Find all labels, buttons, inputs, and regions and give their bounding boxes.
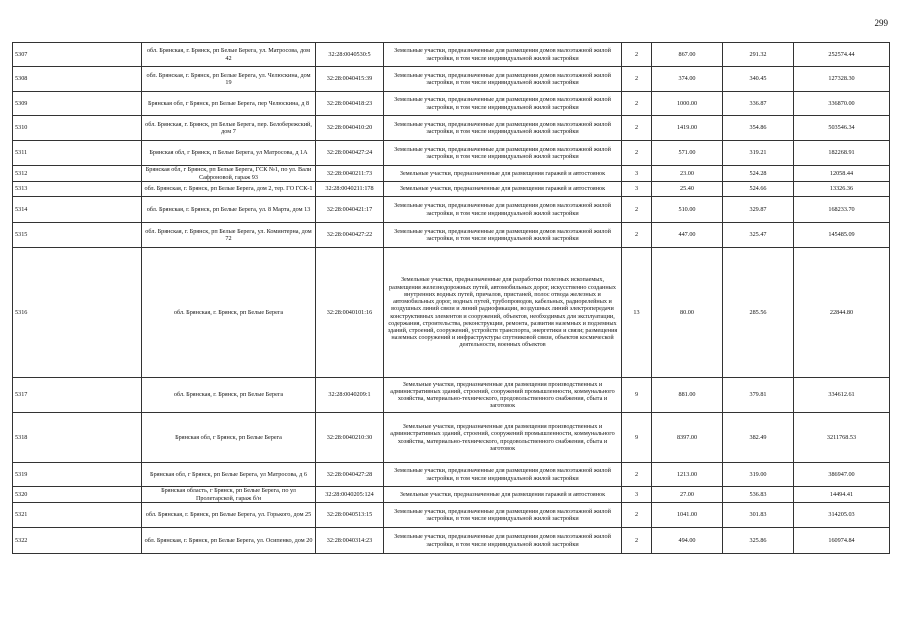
row-number-text: 5310 [15,124,28,132]
row-number-text: 5312 [15,169,28,177]
category-cell [622,528,652,554]
land-use-cell [384,223,622,248]
address-cell-text: обл. Брянская, г. Брянск, рп Белые Берега [173,391,284,399]
cadastral-value-cell [794,67,890,92]
area-cell [652,503,723,528]
row-number [13,197,142,223]
row-number-text: 5308 [15,75,28,83]
table-row [13,413,890,463]
cadastral-number-cell [316,528,384,554]
cadastral-number-cell [316,413,384,463]
area-cell-text: 80.00 [680,308,694,316]
area-cell [652,43,723,67]
land-use-cell-text: Земельные участки, предназначенные для размещения домов малоэтажной жилой застройки, в том числе индивидуальной жилой застройки [394,467,611,482]
row-number-text: 5321 [15,511,28,519]
area-cell-text: 494.00 [678,536,696,544]
cadastral-value-cell [794,166,890,182]
table-row [13,463,890,487]
area-cell [652,67,723,92]
cadastral-number-cell-text: 32:28:0040210:30 [326,433,373,441]
cadastral-value-cell-text: 12058.44 [829,169,854,177]
cadastral-value-cell [794,503,890,528]
specific-value-cell-text: 536.83 [749,490,767,498]
land-use-cell-text: Земельные участки, предназначенные для размещения производственных и административных зданий, строений, сооружений промышленности, коммунального хозяйства, материально-технического, продовольственного снабжения, сбыта и заготовок [390,380,615,410]
row-number [13,92,142,116]
cadastral-number-cell-text: 32:28:0040421:17 [326,205,373,213]
cadastral-value-cell-text: 386947.00 [828,470,855,478]
category-cell [622,182,652,197]
area-cell-text: 8397.00 [676,433,698,441]
specific-value-cell [723,166,794,182]
table-row [13,223,890,248]
specific-value-cell [723,197,794,223]
land-use-cell-text: Земельные участки, предназначенные для размещения домов малоэтажной жилой застройки, в том числе индивидуальной жилой застройки [394,96,611,111]
cadastral-number-cell-text: 32:28:0040410:20 [326,124,373,132]
cadastral-number-cell [316,43,384,67]
land-use-cell [384,116,622,141]
row-number [13,43,142,67]
cadastral-value-cell [794,223,890,248]
row-number-text: 5318 [15,433,28,441]
category-cell-text: 2 [634,50,639,58]
cadastral-value-cell-text: 503546.34 [828,124,855,132]
address-cell-text: обл. Брянская, г. Брянск, рп Белые Берега, дом 2, тер. ГО ГСК-1 [144,185,313,193]
land-use-cell [384,92,622,116]
area-cell-text: 447.00 [678,231,696,239]
area-cell [652,141,723,166]
cadastral-number-cell [316,197,384,223]
category-cell-text: 2 [634,470,639,478]
cadastral-value-cell-text: 13326.36 [829,185,854,193]
land-use-cell [384,182,622,197]
cadastral-number-cell-text: 32:28:0040418:23 [326,99,373,107]
specific-value-cell [723,182,794,197]
table-row [13,197,890,223]
category-cell-text: 3 [634,185,639,193]
specific-value-cell [723,43,794,67]
land-use-cell [384,378,622,413]
table-row [13,248,890,378]
area-cell [652,223,723,248]
cadastral-value-cell-text: 314205.03 [828,511,855,519]
cadastral-number-cell [316,378,384,413]
category-cell-text: 2 [634,205,639,213]
cadastral-number-cell [316,92,384,116]
address-cell-text: Брянская обл, г Брянск, п Белые Берега, ул Матросова, д 1А [149,149,308,157]
category-cell [622,92,652,116]
row-number [13,503,142,528]
land-use-cell-text: Земельные участки, предназначенные для размещения домов малоэтажной жилой застройки, в том числе индивидуальной жилой застройки [394,71,611,86]
address-cell [142,92,316,116]
area-cell-text: 510.00 [678,205,696,213]
area-cell [652,463,723,487]
specific-value-cell [723,116,794,141]
specific-value-cell-text: 319.21 [749,149,767,157]
cadastral-number-cell [316,166,384,182]
specific-value-cell [723,248,794,378]
category-cell [622,197,652,223]
row-number-text: 5307 [15,50,28,58]
category-cell [622,378,652,413]
cadastral-value-cell-text: 252574.44 [828,50,855,58]
address-cell-text: обл. Брянская, г. Брянск, рп Белые Берега, ул. Горького, дом 25 [145,511,312,519]
cadastral-value-cell [794,413,890,463]
table-row [13,378,890,413]
cadastral-number-cell [316,67,384,92]
area-cell-text: 1041.00 [676,511,698,519]
area-cell-text: 27.00 [680,490,694,498]
specific-value-cell [723,92,794,116]
cadastral-number-cell-text: 32:28:0040513:15 [326,511,373,519]
row-number [13,378,142,413]
address-cell-text: обл. Брянская, г. Брянск, рп Белые Берега [173,308,284,316]
row-number-text: 5316 [15,308,28,316]
category-cell-text: 2 [634,511,639,519]
row-number-text: 5317 [15,391,28,399]
cadastral-value-cell-text: 3211768.53 [826,433,857,441]
land-use-cell-text: Земельные участки, предназначенные для размещения гаражей и автостоянок [399,490,606,498]
address-cell [142,248,316,378]
address-cell-text: обл. Брянская, г. Брянск, рп Белые Берега, ул. Коминтерна, дом 72 [145,227,312,242]
address-cell [142,182,316,197]
cadastral-number-cell [316,248,384,378]
category-cell-text: 13 [633,308,640,316]
area-cell [652,116,723,141]
category-cell [622,67,652,92]
land-use-cell [384,503,622,528]
area-cell-text: 23.00 [680,169,694,177]
area-cell-text: 25.40 [680,185,694,193]
page-number: 299 [874,18,888,28]
area-cell-text: 867.00 [678,50,696,58]
specific-value-cell-text: 325.86 [749,536,767,544]
category-cell [622,141,652,166]
land-use-cell [384,67,622,92]
cadastral-number-cell [316,223,384,248]
specific-value-cell [723,413,794,463]
row-number [13,248,142,378]
land-use-cell [384,197,622,223]
land-use-cell [384,248,622,378]
category-cell [622,413,652,463]
address-cell [142,528,316,554]
address-cell [142,43,316,67]
address-cell-text: Брянская обл, г Брянск, рп Белые Берега, ГСК №1, по ул. Вали Сафроновой, гараж 93 [145,166,312,181]
land-use-cell-text: Земельные участки, предназначенные для размещения домов малоэтажной жилой застройки, в том числе индивидуальной жилой застройки [394,47,611,62]
cadastral-value-cell [794,116,890,141]
category-cell [622,116,652,141]
address-cell-text: обл. Брянская, г. Брянск, рп Белые Берега, пер. Белобережский, дом 7 [145,120,312,135]
area-cell [652,528,723,554]
cadastral-value-cell [794,141,890,166]
address-cell-text: Брянская обл, г Брянск, рп Белые Берега [175,433,282,441]
cadastral-number-cell-text: 32:28:0040211:73 [326,169,373,177]
cadastral-number-cell-text: 32:28:0040205:124 [325,490,374,498]
cadastral-number-cell-text: 32:28:0040209:1 [328,391,371,399]
specific-value-cell-text: 325.47 [749,231,767,239]
cadastral-value-table [12,42,890,554]
specific-value-cell [723,528,794,554]
cadastral-value-cell [794,182,890,197]
cadastral-number-cell-text: 32:28:0040427:24 [326,149,373,157]
row-number [13,413,142,463]
cadastral-value-cell [794,92,890,116]
area-cell [652,487,723,503]
category-cell-text: 9 [634,391,639,399]
land-use-cell [384,487,622,503]
cadastral-value-cell [794,378,890,413]
row-number-text: 5322 [15,536,28,544]
category-cell [622,503,652,528]
area-cell-text: 881.00 [678,391,696,399]
row-number [13,67,142,92]
area-cell-text: 374.00 [678,75,696,83]
specific-value-cell-text: 329.87 [749,205,767,213]
cadastral-number-cell [316,182,384,197]
row-number [13,166,142,182]
cadastral-value-cell-text: 145485.09 [828,231,855,239]
row-number [13,223,142,248]
land-use-cell [384,528,622,554]
land-use-cell-text: Земельные участки, предназначенные для размещения домов малоэтажной жилой застройки, в том числе индивидуальной жилой застройки [394,507,611,522]
specific-value-cell [723,503,794,528]
land-use-cell [384,43,622,67]
land-use-cell [384,166,622,182]
address-cell-text: обл. Брянская, г. Брянск, рп Белые Берега, ул. Челюскина, дом 19 [146,71,311,86]
table-row [13,487,890,503]
cadastral-number-cell-text: 32:28:0040530:5 [328,50,371,58]
cadastral-value-cell-text: 334612.61 [828,391,855,399]
table-row [13,182,890,197]
table-row [13,43,890,67]
category-cell-text: 3 [634,490,639,498]
land-use-cell [384,413,622,463]
cadastral-number-cell [316,487,384,503]
table-body [13,43,890,554]
specific-value-cell-text: 285.56 [749,308,767,316]
land-use-cell-text: Земельные участки, предназначенные для размещения домов малоэтажной жилой застройки, в том числе индивидуальной жилой застройки [394,227,611,242]
specific-value-cell [723,487,794,503]
land-use-cell-text: Земельные участки, предназначенные для размещения домов малоэтажной жилой застройки, в том числе индивидуальной жилой застройки [394,533,611,548]
area-cell [652,166,723,182]
land-use-cell [384,463,622,487]
cadastral-value-cell-text: 127328.30 [828,75,855,83]
address-cell [142,378,316,413]
row-number [13,528,142,554]
cadastral-value-cell [794,528,890,554]
row-number-text: 5314 [15,205,28,213]
category-cell [622,248,652,378]
address-cell [142,116,316,141]
cadastral-value-cell-text: 22844.80 [829,308,854,316]
address-cell [142,413,316,463]
cadastral-number-cell-text: 32:28:0040101:16 [326,308,373,316]
specific-value-cell [723,378,794,413]
cadastral-value-cell-text: 160974.84 [828,536,855,544]
category-cell-text: 3 [634,169,639,177]
table-row [13,166,890,182]
table-row [13,67,890,92]
area-cell-text: 571.00 [678,149,696,157]
specific-value-cell-text: 301.83 [749,511,767,519]
area-cell [652,413,723,463]
row-number [13,463,142,487]
cadastral-value-cell [794,248,890,378]
area-cell [652,197,723,223]
category-cell-text: 2 [634,536,639,544]
table-row [13,528,890,554]
specific-value-cell-text: 524.28 [749,169,767,177]
category-cell [622,463,652,487]
category-cell [622,166,652,182]
specific-value-cell [723,223,794,248]
address-cell [142,463,316,487]
cadastral-value-cell-text: 168233.70 [828,205,855,213]
specific-value-cell-text: 340.45 [749,75,767,83]
address-cell [142,166,316,182]
specific-value-cell-text: 319.00 [749,470,767,478]
land-use-cell-text: Земельные участки, предназначенные для размещения гаражей и автостоянок [399,185,606,193]
category-cell-text: 2 [634,99,639,107]
address-cell-text: обл. Брянская, г. Брянск, рп Белые Берега, ул. 8 Марта, дом 13 [146,205,311,213]
address-cell-text: Брянская область, г Брянск, рп Белые Берега, по ул Пролетарской, гараж б/н [161,487,296,502]
row-number-text: 5319 [15,470,28,478]
table-row [13,503,890,528]
address-cell [142,223,316,248]
land-use-cell [384,141,622,166]
category-cell-text: 2 [634,149,639,157]
category-cell-text: 2 [634,124,639,132]
row-number [13,141,142,166]
address-cell [142,141,316,166]
category-cell [622,487,652,503]
cadastral-number-cell-text: 32:28:0040211:178 [325,185,374,193]
table-row [13,116,890,141]
cadastral-number-cell [316,503,384,528]
cadastral-value-cell [794,463,890,487]
cadastral-value-cell [794,43,890,67]
address-cell [142,487,316,503]
specific-value-cell-text: 524.66 [749,185,767,193]
row-number-text: 5311 [15,149,28,157]
row-number-text: 5309 [15,99,28,107]
specific-value-cell-text: 379.81 [749,391,767,399]
table-row [13,141,890,166]
cadastral-number-cell [316,116,384,141]
area-cell-text: 1213.00 [676,470,698,478]
cadastral-number-cell-text: 32:28:0040415:39 [326,75,373,83]
address-cell-text: Брянская обл, г Брянск, рп Белые Берега, ул Матросова, д 6 [150,470,307,478]
address-cell [142,197,316,223]
row-number-text: 5313 [15,185,28,193]
row-number-text: 5320 [15,490,28,498]
table-row [13,92,890,116]
land-use-cell-text: Земельные участки, предназначенные для разработки полезных ископаемых, размещения железнодорожных путей, автомобильных дорог, искусственно созданных внутренних водных путей, причалов, пристаней, полос отвода железных и автомобильных дорог, водных путей, трубопроводов, кабельных, радиорелейных и воздушных линий связи и линий радиофикации, воздушных линий электропередачи конструктивных элементов и сооружений, объектов, необходимых для эксплуатации, содержания, строительства, реконструкции, ремонта, развития наземных и подземных зданий, строений, сооружений, устройств транспорта, энергетики и связи; размещения наземных сооружений и инфраструктуры спутниковой связи, объектов космической деятельности, военных объектов [387,276,618,349]
cadastral-number-cell [316,141,384,166]
cadastral-value-cell-text: 182268.91 [828,149,855,157]
category-cell-text: 2 [634,75,639,83]
cadastral-value-cell-text: 14494.41 [829,490,854,498]
address-cell-text: обл. Брянская, г. Брянск, рп Белые Берега, ул. Осипенко, дом 20 [144,536,313,544]
cadastral-number-cell [316,463,384,487]
land-use-cell-text: Земельные участки, предназначенные для размещения гаражей и автостоянок [399,169,606,177]
cadastral-value-cell-text: 336870.00 [828,99,855,107]
category-cell [622,43,652,67]
area-cell-text: 1419.00 [676,124,698,132]
specific-value-cell [723,67,794,92]
cadastral-value-cell [794,487,890,503]
row-number [13,116,142,141]
area-cell [652,378,723,413]
address-cell [142,67,316,92]
category-cell [622,223,652,248]
address-cell-text: обл. Брянская, г. Брянск, рп Белые Берега, ул. Матросова, дом 42 [146,47,311,62]
category-cell-text: 2 [634,231,639,239]
specific-value-cell-text: 382.49 [749,433,767,441]
specific-value-cell [723,463,794,487]
cadastral-number-cell-text: 32:28:0040314:23 [326,536,373,544]
row-number [13,487,142,503]
cadastral-number-cell-text: 32:28:0040427:22 [326,231,373,239]
area-cell-text: 1000.00 [676,99,698,107]
specific-value-cell-text: 291.32 [749,50,767,58]
land-use-cell-text: Земельные участки, предназначенные для размещения производственных и административных зданий, строений, сооружений промышленности, коммунального хозяйства, материально-технического, продовольственного снабжения, сбыта и заготовок [390,423,615,452]
address-cell [142,503,316,528]
row-number [13,182,142,197]
land-use-cell-text: Земельные участки, предназначенные для размещения домов малоэтажной жилой застройки, в том числе индивидуальной жилой застройки [394,202,611,217]
cadastral-number-cell-text: 32:28:0040427:28 [326,470,373,478]
specific-value-cell-text: 354.86 [749,124,767,132]
address-cell-text: Брянская обл, г Брянск, рп Белые Берега, пер Челюскина, д 8 [147,99,310,107]
area-cell [652,182,723,197]
row-number-text: 5315 [15,231,28,239]
specific-value-cell [723,141,794,166]
area-cell [652,92,723,116]
land-use-cell-text: Земельные участки, предназначенные для размещения домов малоэтажной жилой застройки, в том числе индивидуальной жилой застройки [394,120,611,135]
area-cell [652,248,723,378]
category-cell-text: 9 [634,433,639,441]
land-use-cell-text: Земельные участки, предназначенные для размещения домов малоэтажной жилой застройки, в том числе индивидуальной жилой застройки [394,145,611,160]
specific-value-cell-text: 336.87 [749,99,767,107]
cadastral-value-cell [794,197,890,223]
